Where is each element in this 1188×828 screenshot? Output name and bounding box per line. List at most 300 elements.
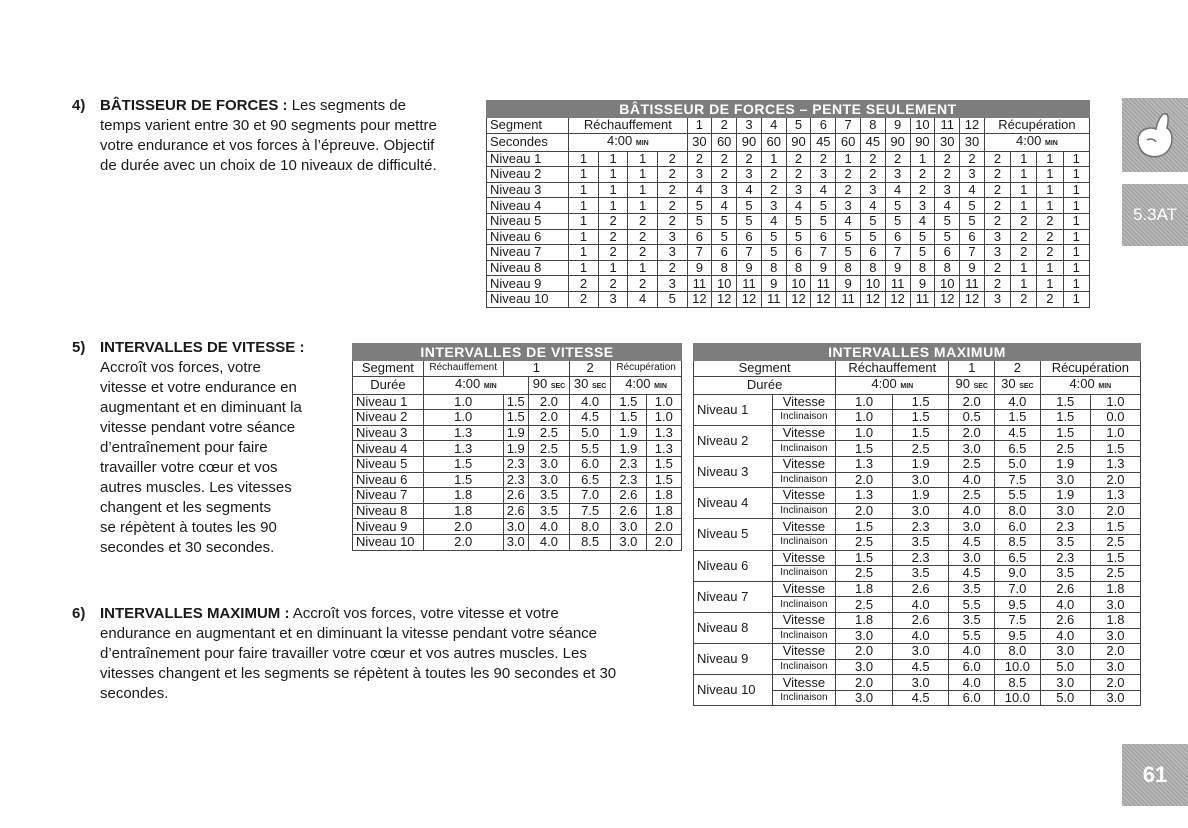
level-label: Niveau 1 <box>353 394 424 410</box>
table-cell: 2 <box>1011 213 1037 229</box>
table-cell: 1.5 <box>646 456 681 472</box>
table-cell: 1.0 <box>423 410 503 426</box>
table-cell: 12 <box>935 291 960 307</box>
table-cell: 1 <box>1063 276 1090 292</box>
segment-num: 5 <box>786 118 811 134</box>
table-cell: 4.0 <box>892 597 949 613</box>
table-cell: 3.5 <box>528 488 569 504</box>
table-cell: 1.9 <box>892 488 949 504</box>
table-cell: 1 <box>1063 213 1090 229</box>
table-cell: 3.0 <box>949 441 995 457</box>
level-label: Niveau 2 <box>353 410 424 426</box>
segment-num: 10 <box>910 118 935 134</box>
table-row <box>487 260 1090 276</box>
table-row <box>694 644 1141 660</box>
table-cell: 1.3 <box>423 441 503 457</box>
table-cell: 1.5 <box>1040 394 1090 410</box>
table-cell: 3 <box>984 245 1010 261</box>
table-cell: 1.9 <box>503 441 528 457</box>
table-cell: 5 <box>910 245 935 261</box>
table-cell: 6.0 <box>570 456 611 472</box>
section-line: de durée avec un choix de 10 niveaux de difficulté. <box>100 157 437 174</box>
table-cell: 4.5 <box>949 566 995 582</box>
table-cell: 1 <box>1011 276 1037 292</box>
table-row <box>487 198 1090 214</box>
table-cell: 2 <box>1037 245 1063 261</box>
table-cell: 1.9 <box>503 425 528 441</box>
table-cell: 5.0 <box>995 456 1041 472</box>
table-cell: 2.0 <box>1090 644 1140 660</box>
section-number: 5) <box>72 339 86 356</box>
duration-label: Durée <box>353 376 424 394</box>
warmup-time: 4:00 MIN <box>836 376 949 394</box>
table-cell: 5 <box>935 229 960 245</box>
table-row <box>487 229 1090 245</box>
section-title: INTERVALLES MAXIMUM : <box>100 605 290 622</box>
table-cell: 2 <box>657 151 687 167</box>
level-label: Niveau 3 <box>487 182 569 198</box>
table-cell: 2.0 <box>836 503 893 519</box>
table-cell: 6.0 <box>949 659 995 675</box>
table-cell: 1.5 <box>611 410 646 426</box>
table-cell: 1.8 <box>1090 581 1140 597</box>
table-cell: 12 <box>860 291 885 307</box>
table-cell: 9.5 <box>995 597 1041 613</box>
table-cell: 1 <box>569 167 599 183</box>
level-label: Niveau 2 <box>694 425 773 456</box>
table-cell: 1.5 <box>503 394 528 410</box>
segment-num: 2 <box>995 361 1041 377</box>
recovery-time: 4:00 MIN <box>611 376 682 394</box>
seconds-value: 90 SEC <box>528 376 569 394</box>
seconds-row <box>487 133 1090 151</box>
speed-label: Vitesse <box>772 675 836 691</box>
table-cell: 3.0 <box>949 519 995 535</box>
table-cell: 5.5 <box>995 488 1041 504</box>
table-cell: 1.8 <box>423 503 503 519</box>
speed-label: Vitesse <box>772 519 836 535</box>
table-cell: 1.5 <box>1040 425 1090 441</box>
table-cell: 5.0 <box>1040 690 1090 706</box>
table-cell: 1 <box>1063 245 1090 261</box>
table-cell: 5 <box>761 229 786 245</box>
table-cell: 4 <box>712 198 737 214</box>
duration-row <box>353 376 682 394</box>
table-cell: 7.5 <box>995 612 1041 628</box>
table-cell: 2.5 <box>1090 534 1140 550</box>
warmup-label: Réchauffement <box>836 361 949 377</box>
table-cell: 1.5 <box>1040 410 1090 426</box>
segment-num: 8 <box>860 118 885 134</box>
table-cell: 1 <box>1011 151 1037 167</box>
table-cell: 3.0 <box>503 519 528 535</box>
table-cell: 3.0 <box>1040 472 1090 488</box>
warmup-label: Réchauffement <box>423 361 503 377</box>
table-cell: 8 <box>836 260 861 276</box>
table-cell: 4.0 <box>528 534 569 550</box>
table-cell: 7.5 <box>995 472 1041 488</box>
table-cell: 3 <box>885 167 910 183</box>
level-label: Niveau 7 <box>353 488 424 504</box>
warmup-time: 4:00 MIN <box>569 133 687 151</box>
table-cell: 5 <box>836 245 861 261</box>
table-cell: 2 <box>1011 229 1037 245</box>
segment-num: 9 <box>885 118 910 134</box>
level-label: Niveau 8 <box>694 612 773 643</box>
table-cell: 11 <box>811 276 836 292</box>
table-cell: 2 <box>786 151 811 167</box>
table-cell: 1 <box>1063 182 1090 198</box>
table-cell: 3.0 <box>1040 644 1090 660</box>
table-cell: 5.0 <box>570 425 611 441</box>
incline-label: Inclinaison <box>772 410 836 426</box>
table-cell: 1 <box>1011 260 1037 276</box>
seconds-value: 30 <box>960 133 985 151</box>
table-cell: 4.0 <box>949 472 995 488</box>
table-cell: 10.0 <box>995 659 1041 675</box>
table-cell: 2 <box>569 291 599 307</box>
table-cell: 2.0 <box>836 472 893 488</box>
section-title: INTERVALLES DE VITESSE : <box>100 339 305 356</box>
table-cell: 3 <box>984 229 1010 245</box>
table-cell: 2.3 <box>611 456 646 472</box>
table-cell: 2 <box>657 260 687 276</box>
table-cell: 2.6 <box>503 503 528 519</box>
table-cell: 11 <box>960 276 985 292</box>
segment-num: 11 <box>935 118 960 134</box>
table-cell: 7 <box>811 245 836 261</box>
level-label: Niveau 5 <box>353 456 424 472</box>
table-cell: 6 <box>687 229 712 245</box>
duration-label: Durée <box>694 376 836 394</box>
table-cell: 2.5 <box>528 441 569 457</box>
table-cell: 5.5 <box>949 597 995 613</box>
table-cell: 9 <box>687 260 712 276</box>
table-row <box>487 291 1090 307</box>
level-label: Niveau 8 <box>487 260 569 276</box>
table-cell: 4 <box>885 182 910 198</box>
table-cell: 3 <box>737 167 762 183</box>
table-cell: 12 <box>811 291 836 307</box>
table-cell: 9 <box>836 276 861 292</box>
incline-label: Inclinaison <box>772 472 836 488</box>
table-cell: 1 <box>628 198 658 214</box>
table-cell: 3 <box>687 167 712 183</box>
table-cell: 7 <box>885 245 910 261</box>
table-cell: 10 <box>712 276 737 292</box>
table-cell: 2 <box>687 151 712 167</box>
warmup-time: 4:00 MIN <box>423 376 528 394</box>
recovery-time: 4:00 MIN <box>1040 376 1140 394</box>
table-cell: 5 <box>960 213 985 229</box>
table-cell: 3.0 <box>892 503 949 519</box>
table-cell: 2.5 <box>836 566 893 582</box>
speed-label: Vitesse <box>772 581 836 597</box>
table-cell: 12 <box>885 291 910 307</box>
table-cell: 2 <box>984 276 1010 292</box>
table-cell: 2 <box>1037 213 1063 229</box>
level-label: Niveau 5 <box>694 519 773 550</box>
seconds-value: 90 <box>910 133 935 151</box>
table-cell: 3.5 <box>528 503 569 519</box>
table-row <box>694 675 1141 691</box>
table-cell: 3.0 <box>836 690 893 706</box>
table-cell: 2.6 <box>1040 612 1090 628</box>
segment-num: 2 <box>570 361 611 377</box>
table-cell: 4.0 <box>995 394 1041 410</box>
table-cell: 1 <box>1011 167 1037 183</box>
table-cell: 2 <box>910 182 935 198</box>
table-cell: 5 <box>737 213 762 229</box>
section-line: Les segments de <box>291 97 406 114</box>
maximum-table <box>693 343 1141 706</box>
seconds-value: 90 <box>737 133 762 151</box>
table-cell: 4.0 <box>892 628 949 644</box>
table-cell: 1.3 <box>1090 456 1140 472</box>
level-label: Niveau 10 <box>353 534 424 550</box>
vitesse-table <box>352 343 682 551</box>
speed-label: Vitesse <box>772 425 836 441</box>
table-cell: 1 <box>569 151 599 167</box>
table-cell: 2.0 <box>528 410 569 426</box>
table-cell: 1.5 <box>836 441 893 457</box>
table-cell: 2.5 <box>836 597 893 613</box>
table-cell: 3.0 <box>1040 503 1090 519</box>
table-title: INTERVALLES MAXIMUM <box>694 344 1141 361</box>
table-cell: 1.0 <box>646 394 681 410</box>
seconds-label: Secondes <box>487 133 569 151</box>
incline-label: Inclinaison <box>772 566 836 582</box>
segment-num: 6 <box>811 118 836 134</box>
table-row <box>694 612 1141 628</box>
table-cell: 2 <box>657 182 687 198</box>
table-cell: 3.0 <box>528 456 569 472</box>
level-label: Niveau 7 <box>487 245 569 261</box>
table-cell: 2 <box>598 213 628 229</box>
table-cell: 4.0 <box>949 675 995 691</box>
section-line: d’entraînement pour faire travailler votre cœur et vos autres muscles. Les <box>100 645 587 662</box>
table-cell: 3.5 <box>949 581 995 597</box>
table-cell: 7.0 <box>995 581 1041 597</box>
incline-label: Inclinaison <box>772 503 836 519</box>
table-cell: 2.6 <box>892 612 949 628</box>
table-cell: 5 <box>657 291 687 307</box>
table-cell: 6 <box>935 245 960 261</box>
table-cell: 2.0 <box>949 394 995 410</box>
table-cell: 9 <box>761 276 786 292</box>
table-cell: 3.0 <box>892 472 949 488</box>
table-cell: 1 <box>1063 291 1090 307</box>
table-cell: 1.8 <box>836 612 893 628</box>
table-cell: 1 <box>1011 182 1037 198</box>
table-cell: 1 <box>1037 198 1063 214</box>
table-cell: 8.0 <box>570 519 611 535</box>
table-cell: 3.0 <box>611 534 646 550</box>
table-cell: 1 <box>569 182 599 198</box>
incline-label: Inclinaison <box>772 597 836 613</box>
section-vitesse-text <box>72 338 352 558</box>
table-cell: 1 <box>628 167 658 183</box>
table-row <box>353 534 682 550</box>
table-cell: 2.6 <box>1040 581 1090 597</box>
seconds-value: 30 SEC <box>995 376 1041 394</box>
table-cell: 5 <box>885 198 910 214</box>
table-cell: 2 <box>910 167 935 183</box>
table-cell: 6.5 <box>995 550 1041 566</box>
table-cell: 1.9 <box>611 441 646 457</box>
table-cell: 2 <box>657 213 687 229</box>
seconds-value: 90 SEC <box>949 376 995 394</box>
table-cell: 1.8 <box>1090 612 1140 628</box>
table-cell: 7.5 <box>570 503 611 519</box>
incline-label: Inclinaison <box>772 690 836 706</box>
table-cell: 3.0 <box>1090 628 1140 644</box>
table-cell: 2.6 <box>892 581 949 597</box>
table-cell: 1.5 <box>423 456 503 472</box>
seconds-value: 60 <box>712 133 737 151</box>
table-cell: 1 <box>569 245 599 261</box>
level-label: Niveau 3 <box>353 425 424 441</box>
table-cell: 7 <box>737 245 762 261</box>
level-label: Niveau 1 <box>487 151 569 167</box>
table-cell: 12 <box>687 291 712 307</box>
table-cell: 2 <box>885 151 910 167</box>
table-cell: 2 <box>598 245 628 261</box>
table-row <box>694 488 1141 504</box>
table-cell: 1.5 <box>892 394 949 410</box>
section-line: vitesse et votre endurance en <box>100 379 297 396</box>
table-cell: 4.5 <box>570 410 611 426</box>
table-cell: 5 <box>786 229 811 245</box>
table-cell: 1.9 <box>1040 456 1090 472</box>
table-cell: 2 <box>935 167 960 183</box>
table-row <box>487 182 1090 198</box>
table-cell: 2 <box>811 151 836 167</box>
table-cell: 4 <box>960 182 985 198</box>
table-cell: 2 <box>836 167 861 183</box>
recovery-time: 4:00 MIN <box>984 133 1089 151</box>
table-cell: 11 <box>737 276 762 292</box>
table-cell: 2 <box>935 151 960 167</box>
table-cell: 1 <box>1037 167 1063 183</box>
table-cell: 12 <box>786 291 811 307</box>
table-cell: 4.5 <box>892 659 949 675</box>
table-cell: 6 <box>960 229 985 245</box>
table-cell: 4.5 <box>892 690 949 706</box>
table-cell: 2 <box>761 182 786 198</box>
table-cell: 2.0 <box>423 519 503 535</box>
table-cell: 4.0 <box>528 519 569 535</box>
level-label: Niveau 4 <box>487 198 569 214</box>
table-cell: 2 <box>1011 291 1037 307</box>
segment-num: 12 <box>960 118 985 134</box>
level-label: Niveau 10 <box>694 675 773 706</box>
table-cell: 1 <box>628 151 658 167</box>
table-cell: 9.0 <box>995 566 1041 582</box>
table-cell: 2 <box>657 167 687 183</box>
table-cell: 5 <box>935 213 960 229</box>
table-cell: 8.0 <box>995 503 1041 519</box>
section-line: augmentant et en diminuant la <box>100 399 302 416</box>
table-cell: 2 <box>1011 245 1037 261</box>
level-label: Niveau 6 <box>487 229 569 245</box>
table-cell: 2 <box>786 167 811 183</box>
section-line: secondes et 30 secondes. <box>100 539 275 556</box>
level-label: Niveau 9 <box>353 519 424 535</box>
table-cell: 6 <box>885 229 910 245</box>
table-cell: 3 <box>657 276 687 292</box>
table-cell: 5 <box>836 229 861 245</box>
table-cell: 2.5 <box>892 441 949 457</box>
segment-label: Segment <box>487 118 569 134</box>
table-cell: 5 <box>761 245 786 261</box>
table-cell: 7.0 <box>570 488 611 504</box>
recovery-label: Récupération <box>984 118 1089 134</box>
section-line: se répètent à toutes les 90 <box>100 519 277 536</box>
table-cell: 1 <box>598 182 628 198</box>
level-label: Niveau 5 <box>487 213 569 229</box>
table-cell: 2 <box>628 229 658 245</box>
table-cell: 3.0 <box>892 644 949 660</box>
table-cell: 4.0 <box>949 503 995 519</box>
table-cell: 1.5 <box>1090 441 1140 457</box>
table-cell: 1.0 <box>1090 394 1140 410</box>
table-cell: 2 <box>628 213 658 229</box>
section-tab: 5.3AT <box>1122 184 1188 246</box>
section-number: 6) <box>72 605 86 622</box>
table-row <box>353 503 682 519</box>
level-label: Niveau 4 <box>694 488 773 519</box>
table-cell: 3.5 <box>1040 566 1090 582</box>
table-cell: 3.5 <box>892 534 949 550</box>
table-cell: 4 <box>786 198 811 214</box>
table-cell: 4.0 <box>1040 597 1090 613</box>
table-cell: 2.5 <box>528 425 569 441</box>
table-cell: 7 <box>960 245 985 261</box>
table-cell: 2.3 <box>503 472 528 488</box>
table-cell: 2 <box>860 167 885 183</box>
segment-num: 4 <box>761 118 786 134</box>
table-cell: 2.6 <box>611 488 646 504</box>
table-cell: 8 <box>712 260 737 276</box>
table-cell: 1 <box>598 151 628 167</box>
speed-label: Vitesse <box>772 456 836 472</box>
table-cell: 3 <box>712 182 737 198</box>
segment-label: Segment <box>353 361 424 377</box>
table-cell: 3.0 <box>1040 675 1090 691</box>
table-cell: 1 <box>1037 151 1063 167</box>
table-cell: 11 <box>910 291 935 307</box>
table-cell: 11 <box>885 276 910 292</box>
table-cell: 5 <box>811 213 836 229</box>
table-cell: 2 <box>984 260 1010 276</box>
section-line: temps varient entre 30 et 90 segments pour mettre <box>100 117 437 134</box>
table-cell: 3.0 <box>1090 597 1140 613</box>
table-cell: 1 <box>628 182 658 198</box>
table-cell: 4 <box>811 182 836 198</box>
table-cell: 3.0 <box>892 675 949 691</box>
seconds-value: 45 <box>811 133 836 151</box>
segment-num: 2 <box>712 118 737 134</box>
table-cell: 2 <box>712 151 737 167</box>
table-cell: 10 <box>935 276 960 292</box>
table-cell: 1 <box>569 198 599 214</box>
table-cell: 5 <box>960 198 985 214</box>
table-cell: 1.5 <box>892 410 949 426</box>
table-cell: 4 <box>860 198 885 214</box>
table-cell: 5.0 <box>1040 659 1090 675</box>
table-cell: 2.6 <box>611 503 646 519</box>
